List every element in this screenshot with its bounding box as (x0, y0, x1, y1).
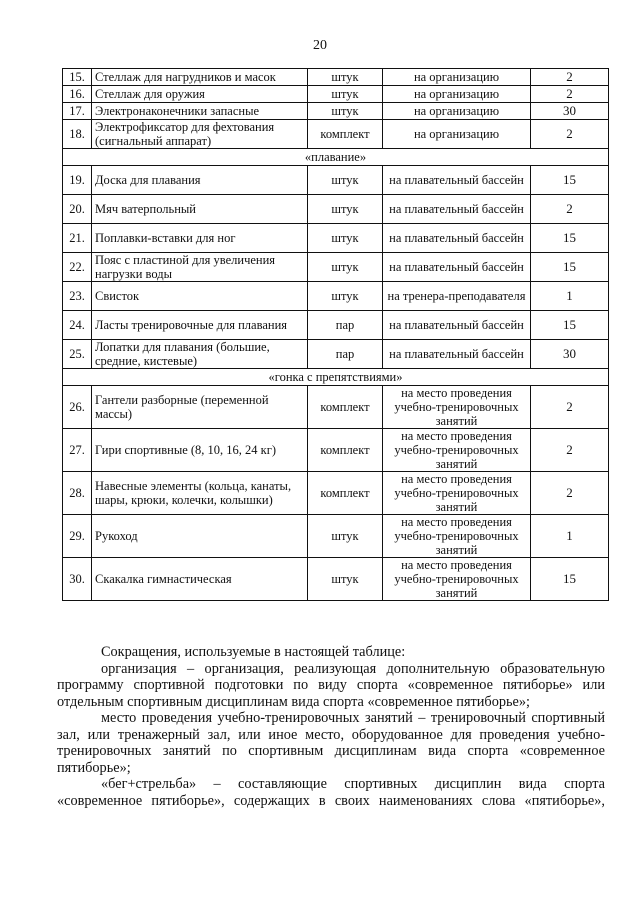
calculation-unit: на плавательный бассейн (383, 195, 531, 224)
row-number: 20. (63, 195, 92, 224)
table-row (63, 429, 609, 472)
unit-of-measure: комплект (308, 120, 383, 149)
item-name: Ласты тренировочные для плавания (92, 311, 308, 340)
quantity: 15 (531, 311, 609, 340)
unit-of-measure: штук (308, 86, 383, 103)
calculation-unit: на плавательный бассейн (383, 166, 531, 195)
calculation-unit: на плавательный бассейн (383, 340, 531, 369)
calculation-unit: на место проведения учебно-тренировочных занятий (383, 386, 531, 429)
quantity: 1 (531, 515, 609, 558)
item-name: Доска для плавания (92, 166, 308, 195)
item-name: Стеллаж для оружия (92, 86, 308, 103)
calculation-unit: на место проведения учебно-тренировочных занятий (383, 515, 531, 558)
item-name: Стеллаж для нагрудников и масок (92, 69, 308, 86)
item-name: Гантели разборные (переменной массы) (92, 386, 308, 429)
item-name: Мяч ватерпольный (92, 195, 308, 224)
table-row (63, 69, 609, 86)
quantity: 30 (531, 103, 609, 120)
calculation-unit: на место проведения учебно-тренировочных занятий (383, 472, 531, 515)
item-name: Электронаконечники запасные (92, 103, 308, 120)
quantity: 1 (531, 282, 609, 311)
calculation-unit: на организацию (383, 120, 531, 149)
item-name: Скакалка гимнастическая (92, 558, 308, 601)
row-number: 23. (63, 282, 92, 311)
row-number: 24. (63, 311, 92, 340)
equipment-table-body (63, 69, 609, 601)
calculation-unit: на место проведения учебно-тренировочных занятий (383, 429, 531, 472)
quantity: 2 (531, 86, 609, 103)
section-row (63, 149, 609, 166)
item-name: Пояс с пластиной для увеличения нагрузки воды (92, 253, 308, 282)
unit-of-measure: комплект (308, 386, 383, 429)
calculation-unit: на плавательный бассейн (383, 224, 531, 253)
note-run-shoot: «бег+стрельба» – составляющие спортивных дисциплин вида спорта «современное пятиборье», содержащих в своих наименованиях слова «пятиборье», (57, 776, 605, 809)
row-number: 17. (63, 103, 92, 120)
unit-of-measure: комплект (308, 429, 383, 472)
row-number: 29. (63, 515, 92, 558)
table-row (63, 166, 609, 195)
unit-of-measure: пар (308, 340, 383, 369)
calculation-unit: на плавательный бассейн (383, 253, 531, 282)
unit-of-measure: штук (308, 558, 383, 601)
table-row (63, 253, 609, 282)
quantity: 2 (531, 472, 609, 515)
table-row (63, 120, 609, 149)
table-row (63, 515, 609, 558)
unit-of-measure: штук (308, 195, 383, 224)
item-name: Свисток (92, 282, 308, 311)
quantity: 15 (531, 166, 609, 195)
item-name: Навесные элементы (кольца, канаты, шары, крюки, колечки, колышки) (92, 472, 308, 515)
row-number: 28. (63, 472, 92, 515)
table-row (63, 86, 609, 103)
table-row (63, 386, 609, 429)
unit-of-measure: штук (308, 103, 383, 120)
row-number: 15. (63, 69, 92, 86)
quantity: 15 (531, 253, 609, 282)
quantity: 15 (531, 558, 609, 601)
calculation-unit: на плавательный бассейн (383, 311, 531, 340)
row-number: 26. (63, 386, 92, 429)
calculation-unit: на организацию (383, 69, 531, 86)
table-row (63, 103, 609, 120)
row-number: 21. (63, 224, 92, 253)
item-name: Электрофиксатор для фехтования (сигнальный аппарат) (92, 120, 308, 149)
item-name: Поплавки-вставки для ног (92, 224, 308, 253)
calculation-unit: на тренера-преподавателя (383, 282, 531, 311)
note-organization: организация – организация, реализующая дополнительную образовательную программу спортивной подготовки по виду спорта «современное пятиборье» или отдельным спортивным дисциплинам вида спорта «современное пятиборье»; (57, 660, 605, 710)
row-number: 22. (63, 253, 92, 282)
abbreviations-notes (57, 644, 605, 809)
quantity: 2 (531, 429, 609, 472)
unit-of-measure: штук (308, 69, 383, 86)
section-title: «плавание» (63, 149, 609, 166)
row-number: 25. (63, 340, 92, 369)
equipment-table (62, 68, 609, 601)
unit-of-measure: штук (308, 515, 383, 558)
row-number: 19. (63, 166, 92, 195)
unit-of-measure: штук (308, 253, 383, 282)
unit-of-measure: штук (308, 224, 383, 253)
page-number: 20 (313, 38, 327, 53)
row-number: 30. (63, 558, 92, 601)
table-row (63, 340, 609, 369)
table-row (63, 472, 609, 515)
item-name: Рукоход (92, 515, 308, 558)
unit-of-measure: пар (308, 311, 383, 340)
table-row (63, 224, 609, 253)
unit-of-measure: комплект (308, 472, 383, 515)
item-name: Лопатки для плавания (большие, средние, кистевые) (92, 340, 308, 369)
quantity: 15 (531, 224, 609, 253)
notes-intro: Сокращения, используемые в настоящей таблице: (101, 644, 406, 660)
row-number: 16. (63, 86, 92, 103)
quantity: 2 (531, 386, 609, 429)
calculation-unit: на организацию (383, 86, 531, 103)
quantity: 30 (531, 340, 609, 369)
section-title: «гонка с препятствиями» (63, 369, 609, 386)
section-row (63, 369, 609, 386)
table-row (63, 282, 609, 311)
quantity: 2 (531, 69, 609, 86)
calculation-unit: на место проведения учебно-тренировочных занятий (383, 558, 531, 601)
unit-of-measure: штук (308, 166, 383, 195)
note-training-place: место проведения учебно-тренировочных занятий – тренировочный спортивный зал, или тренажерный зал, или иное место, оборудованное для проведения учебно-тренировочных занятий по спортивным дисциплинам вида спорта «современное пятиборье»; (57, 710, 605, 776)
row-number: 18. (63, 120, 92, 149)
table-row (63, 311, 609, 340)
quantity: 2 (531, 120, 609, 149)
table-row (63, 195, 609, 224)
quantity: 2 (531, 195, 609, 224)
table-row (63, 558, 609, 601)
calculation-unit: на организацию (383, 103, 531, 120)
unit-of-measure: штук (308, 282, 383, 311)
item-name: Гири спортивные (8, 10, 16, 24 кг) (92, 429, 308, 472)
row-number: 27. (63, 429, 92, 472)
